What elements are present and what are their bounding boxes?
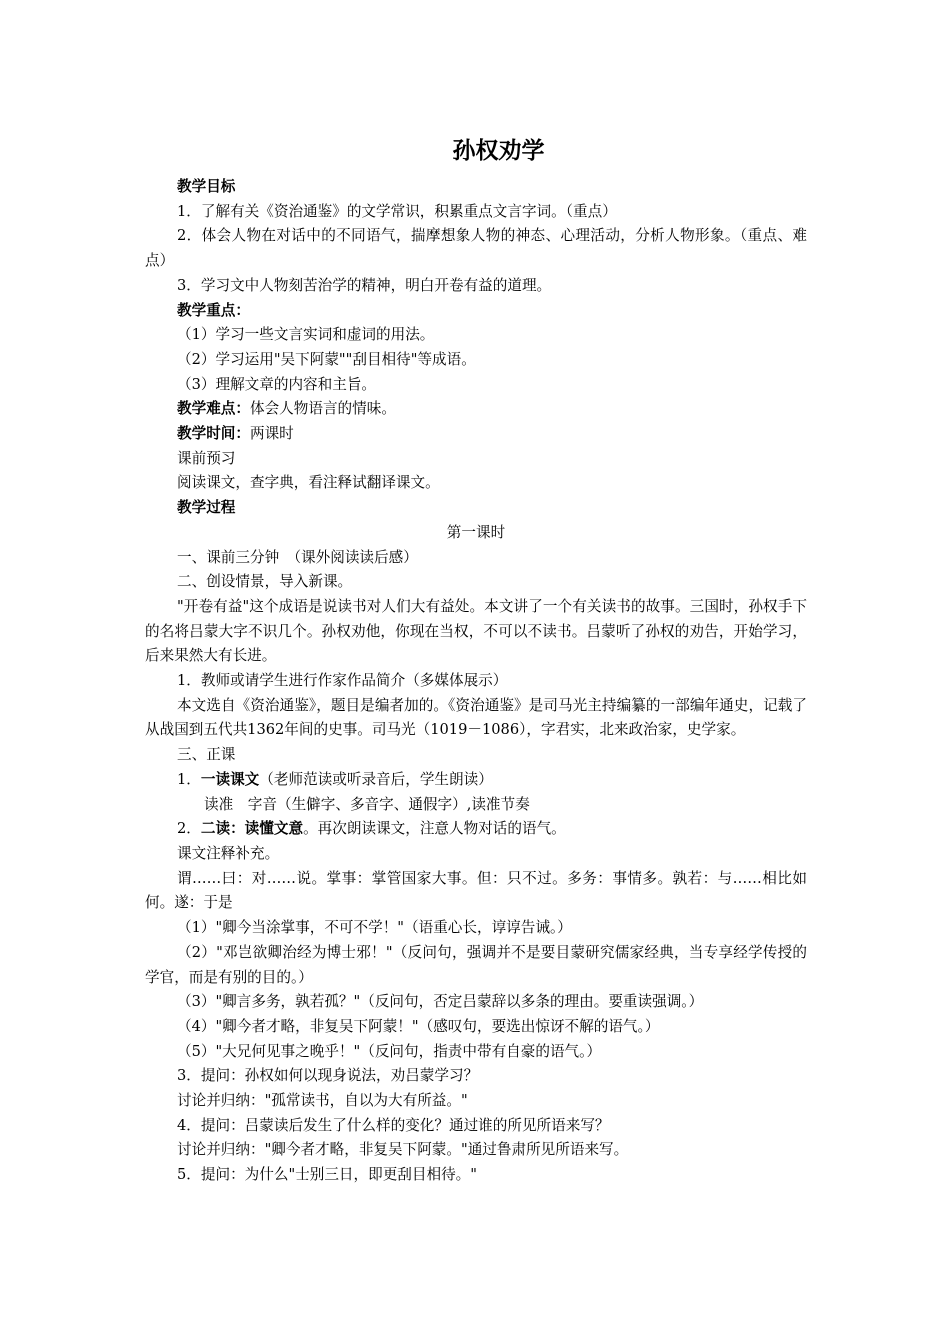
difficulty-line: 教学难点：体会人物语言的情味。 xyxy=(177,400,396,418)
lesson-title: 第一课时 xyxy=(446,523,506,541)
goals-heading: 教学目标 xyxy=(177,178,236,195)
quote-item: （4）"卿今者才略，非复吴下阿蒙！"（感叹句，要选出惊讶不解的语气。） xyxy=(177,1017,660,1035)
process-heading: 教学过程 xyxy=(177,499,236,517)
keypoint-item: （3）理解文章的内容和主旨。 xyxy=(177,375,377,393)
preview-heading: 课前预习 xyxy=(177,449,236,467)
keypoint-item: （2）学习运用"吴下阿蒙""刮目相待"等成语。 xyxy=(177,350,476,368)
step-item: 二、创设情景，导入新课。 xyxy=(177,573,353,591)
quote-item: （1）"卿今当涂掌事，不可不学！"（语重心长，谆谆告诫。） xyxy=(177,919,572,937)
reading-step-1: 1．一读课文（老师范读或听录音后，学生朗读） xyxy=(177,770,493,788)
preview-text: 阅读课文，查字典，看注释试翻译课文。 xyxy=(177,474,440,492)
reading-step-2: 2．二读：读懂文意。再次朗读课文，注意人物对话的语气。 xyxy=(177,820,566,838)
goal-item: 1．了解有关《资治通鉴》的文学常识，积累重点文言字词。（重点） xyxy=(177,202,617,220)
answer-item: 讨论并归纳："卿今者才略，非复吴下阿蒙。"通过鲁肃所见所语来写。 xyxy=(177,1141,629,1159)
step-item: 三、正课 xyxy=(177,746,236,764)
quote-item: （5）"大兄何见事之晚乎！"（反问句，指责中带有自豪的语气。） xyxy=(177,1042,602,1060)
question-item: 4．提问：吕蒙读后发生了什么样的变化？通过谁的所见所语来写？ xyxy=(177,1116,610,1134)
intro-paragraph: "开卷有益"这个成语是说读书对人们大有益处。本文讲了一个有关读书的故事。三国时，孙权手下的名将吕蒙大字不识几个。孙权劝他，你现在当权，不可以不读书。吕蒙听了孙权的劝告，开始学习，后来果然大有长进。 xyxy=(145,597,807,665)
source-paragraph: 本文选自《资治通鉴》，题目是编者加的。《资治通鉴》是司马光主持编纂的一部编年通史，记载了从战国到五代共1362年间的史事。司马光（1019－1086），字君实，北来政治家，史学家。 xyxy=(145,696,807,739)
reading-step-1-detail: 读准 字音（生僻字、多音字、通假字）,读准节奏 xyxy=(204,795,530,813)
quote-item: （3）"卿言多务，孰若孤？"（反问句，否定吕蒙辞以多条的理由。要重读强调。） xyxy=(177,993,704,1011)
time-line: 教学时间：两课时 xyxy=(177,425,294,443)
quote-item: （2）"邓岂欲卿治经为博士邪！"（反问句，强调并不是要目蒙研究儒家经典，当专享经学传授的学官，而是有别的目的。） xyxy=(145,943,807,986)
goal-item: 2．体会人物在对话中的不同语气，揣摩想象人物的神态、心理活动，分析人物形象。（重点、难点） xyxy=(145,227,807,270)
answer-item: 讨论并归纳："孤常读书，自以为大有所益。" xyxy=(177,1092,468,1110)
notes-text: 谓……曰：对……说。掌事：掌管国家大事。但：只不过。多务：事情多。孰若：与……相比如何。遂：于是 xyxy=(145,869,807,912)
keypoint-item: （1）学习一些文言实词和虚词的用法。 xyxy=(177,326,435,344)
question-item: 3．提问：孙权如何以现身说法，劝吕蒙学习？ xyxy=(177,1067,479,1085)
author-intro: 1．教师或请学生进行作家作品简介（多媒体展示） xyxy=(177,672,508,690)
notes-heading: 课文注释补充。 xyxy=(177,844,280,862)
document-body xyxy=(145,175,807,1188)
keypoints-heading: 教学重点： xyxy=(177,301,250,319)
goal-item: 3．学习文中人物刻苦治学的精神，明白开卷有益的道理。 xyxy=(177,276,552,294)
question-item: 5．提问：为什么"士别三日，即更刮目相待。" xyxy=(177,1166,477,1184)
document-title: 孙权劝学 xyxy=(452,138,545,164)
step-item: 一、课前三分钟 （课外阅读读后感） xyxy=(177,548,418,566)
